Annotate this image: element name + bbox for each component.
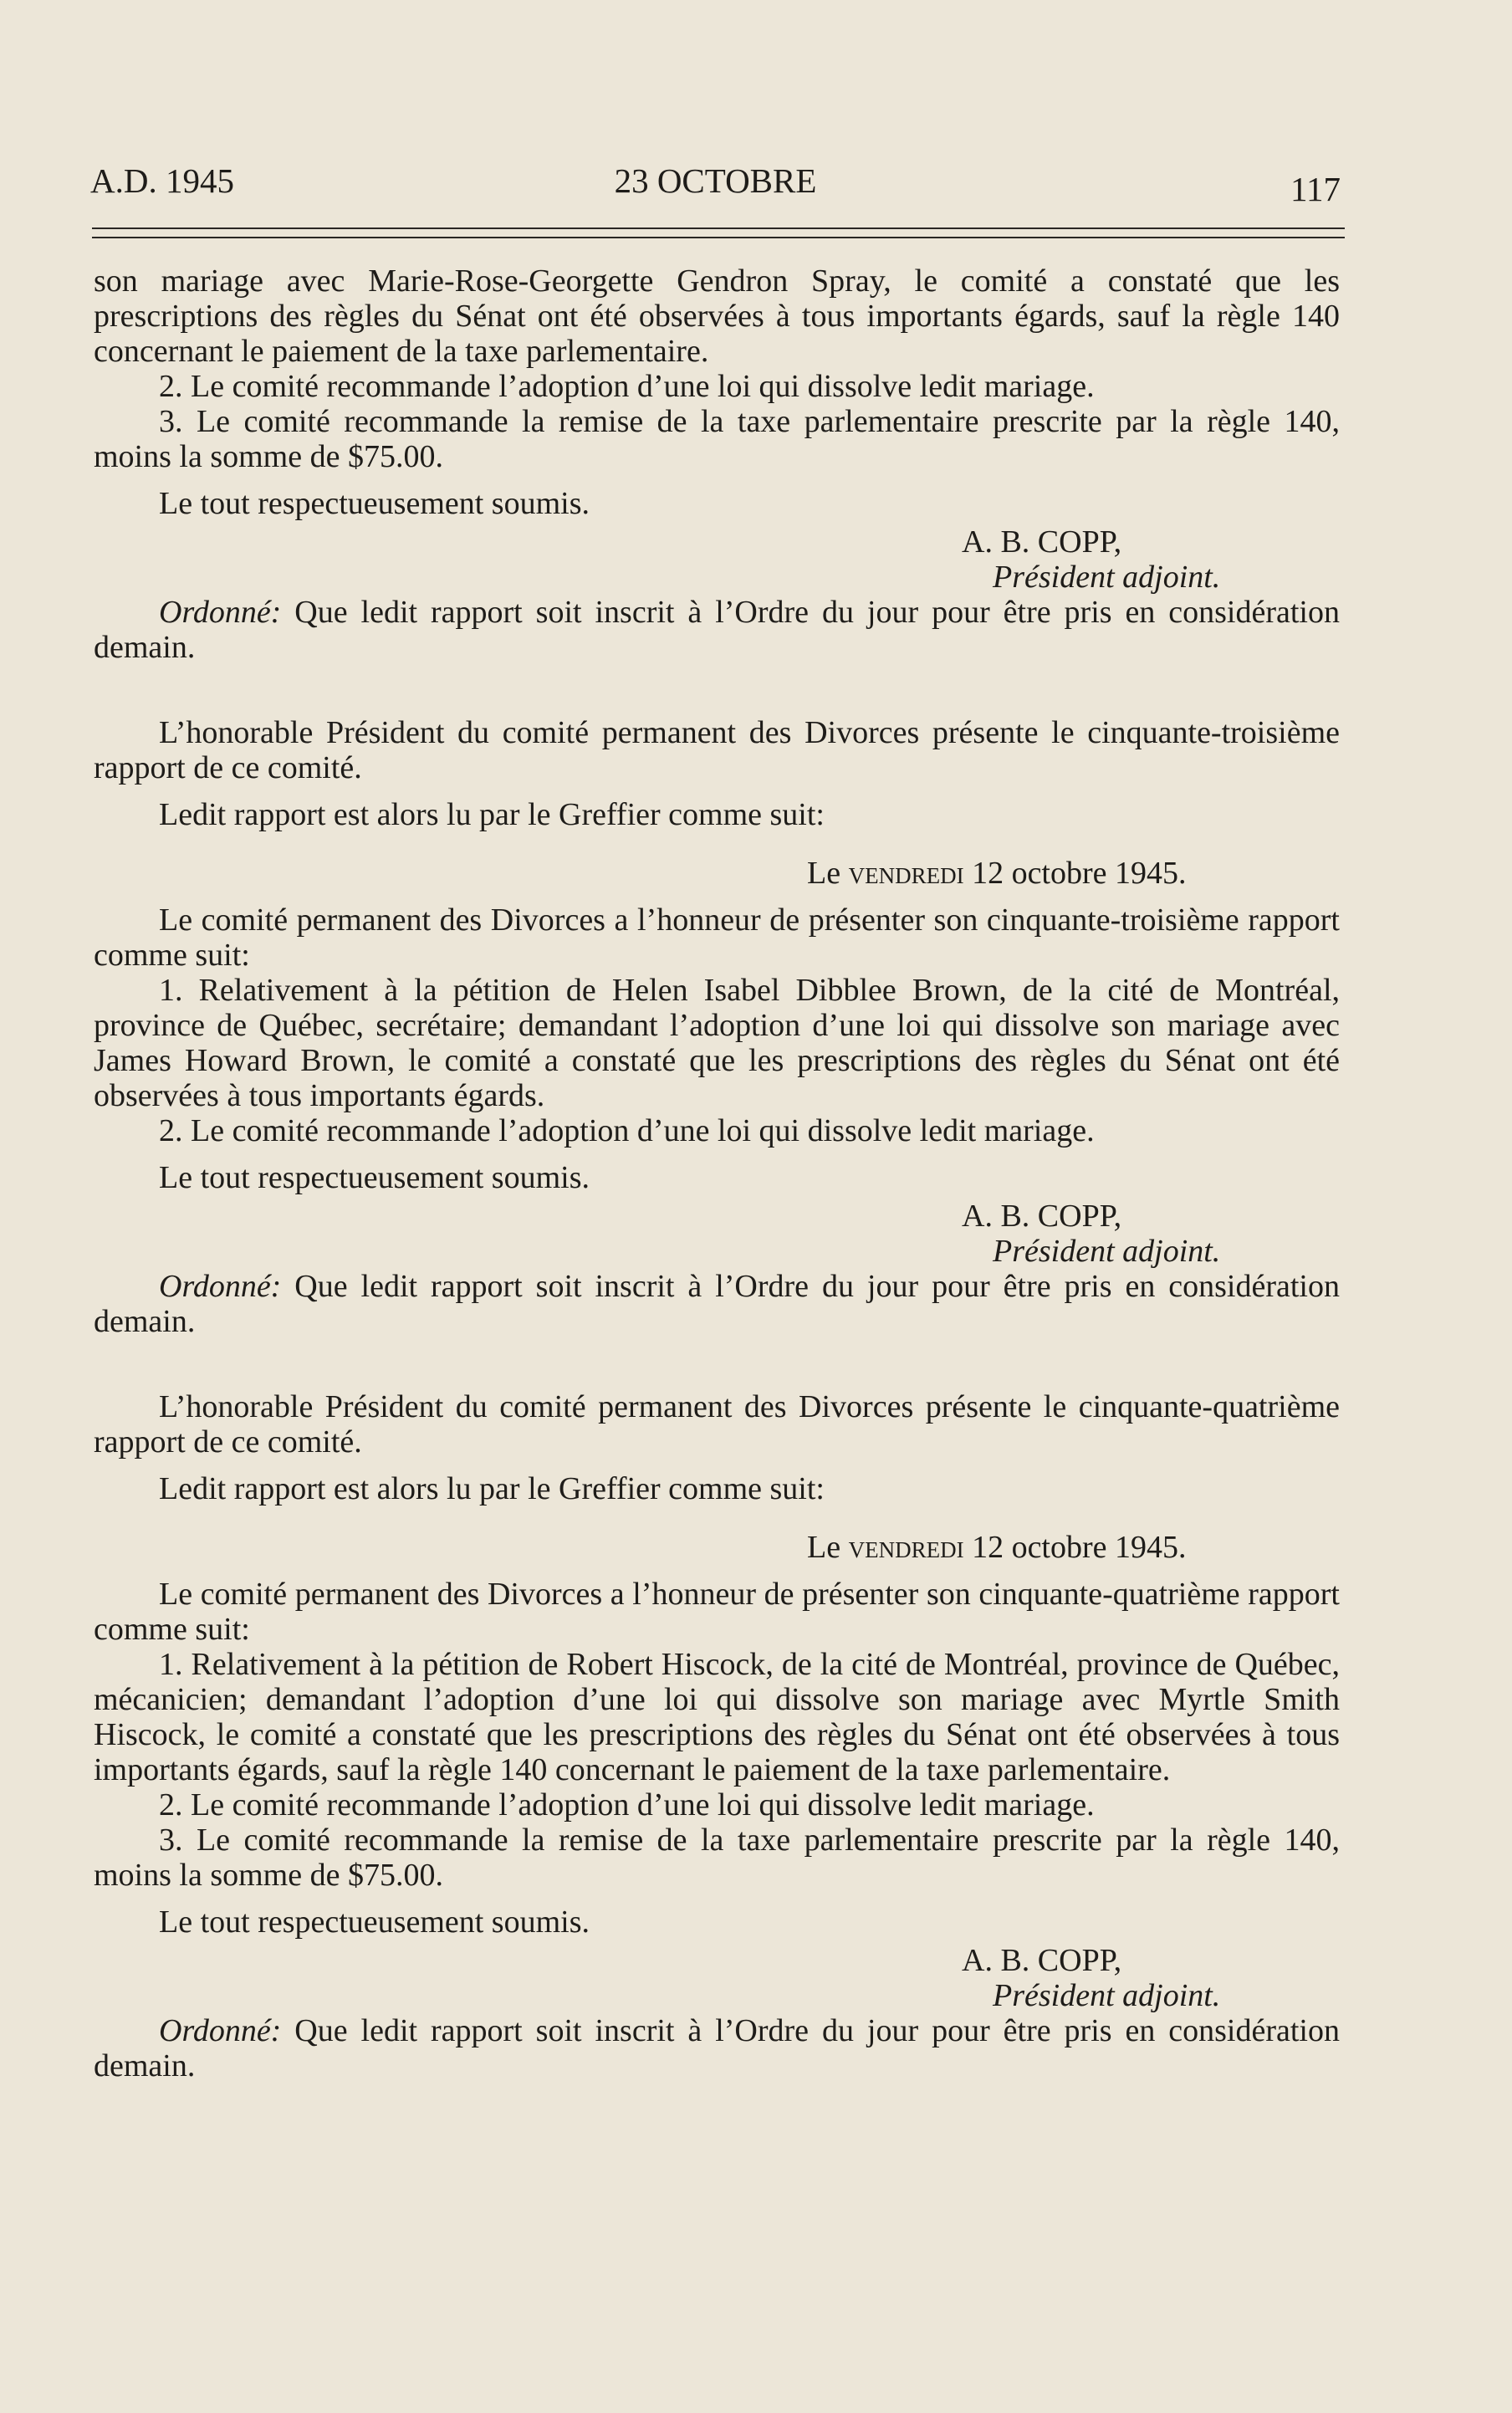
paragraph: 2. Le comité recommande l’adoption d’une loi qui dissolve ledit mariage. bbox=[159, 1113, 1095, 1148]
order-label: Ordonné: bbox=[159, 595, 282, 630]
paragraph: 3. Le comité recommande la remise de la taxe parlementaire prescrite par la règle 140, moins la somme de $75.00. bbox=[94, 1823, 1340, 1893]
signature-name: A. B. COPP, bbox=[962, 1943, 1122, 1978]
order-paragraph bbox=[94, 1269, 1340, 1339]
paragraph: Le comité permanent des Divorces a l’honneur de présenter son cinquante-troisième rapport comme suit: bbox=[94, 902, 1340, 973]
paragraph: Ledit rapport est alors lu par le Greffier comme suit: bbox=[159, 797, 825, 832]
signature-name: A. B. COPP, bbox=[962, 524, 1122, 560]
report-date: Le vendredi 12 octobre 1945. bbox=[807, 856, 1187, 891]
order-paragraph bbox=[94, 595, 1340, 665]
header-year: A.D. 1945 bbox=[90, 161, 234, 200]
order-label: Ordonné: bbox=[159, 2013, 282, 2048]
paragraph: 1. Relativement à la pétition de Robert Hiscock, de la cité de Montréal, province de Québec, mécanicien; demandant l’adoption d’une loi qui dissolve son mariage avec Myrtle Smith Hiscock, le comité a constaté que les prescriptions des règles du Sénat ont été observées à tous importants égards, sauf la règle 140 concernant le paiement de la taxe parlementaire. bbox=[94, 1647, 1340, 1787]
paragraph: 3. Le comité recommande la remise de la taxe parlementaire prescrite par la règle 140, moins la somme de $75.00. bbox=[94, 404, 1340, 474]
paragraph: 2. Le comité recommande l’adoption d’une loi qui dissolve ledit mariage. bbox=[159, 1787, 1095, 1823]
header-rule-bottom bbox=[92, 237, 1345, 238]
header-rule-top bbox=[92, 227, 1345, 229]
closing-line: Le tout respectueusement soumis. bbox=[159, 486, 590, 521]
closing-line: Le tout respectueusement soumis. bbox=[159, 1904, 590, 1940]
report-date: Le vendredi 12 octobre 1945. bbox=[807, 1530, 1187, 1565]
signature-title: Président adjoint. bbox=[993, 1234, 1221, 1269]
paragraph: L’honorable Président du comité permanent des Divorces présente le cinquante-troisième rapport de ce comité. bbox=[94, 715, 1340, 785]
order-label: Ordonné: bbox=[159, 1269, 282, 1304]
order-paragraph bbox=[94, 2013, 1340, 2083]
paragraph: Ledit rapport est alors lu par le Greffier comme suit: bbox=[159, 1471, 825, 1506]
order-text: Que ledit rapport soit inscrit à l’Ordre du jour pour être pris en considération demain. bbox=[94, 595, 1340, 665]
paragraph: 2. Le comité recommande l’adoption d’une loi qui dissolve ledit mariage. bbox=[159, 369, 1095, 404]
header-date: 23 OCTOBRE bbox=[614, 161, 817, 200]
page-header bbox=[90, 161, 1341, 211]
order-text: Que ledit rapport soit inscrit à l’Ordre du jour pour être pris en considération demain. bbox=[94, 1269, 1340, 1339]
document-body bbox=[94, 263, 1340, 2083]
paragraph: 1. Relativement à la pétition de Helen Isabel Dibblee Brown, de la cité de Montréal, province de Québec, secrétaire; demandant l’adoption d’une loi qui dissolve son mariage avec James Howard Brown, le comité a constaté que les prescriptions des règles du Sénat ont été observées à tous importants égards. bbox=[94, 973, 1340, 1113]
closing-line: Le tout respectueusement soumis. bbox=[159, 1160, 590, 1195]
signature-title: Président adjoint. bbox=[993, 560, 1221, 595]
signature-name: A. B. COPP, bbox=[962, 1199, 1122, 1234]
paragraph: son mariage avec Marie-Rose-Georgette Gendron Spray, le comité a constaté que les prescriptions des règles du Sénat ont été observées à tous importants égards, sauf la règle 140 concernant le paiement de la taxe parlementaire. bbox=[94, 263, 1340, 369]
order-text: Que ledit rapport soit inscrit à l’Ordre du jour pour être pris en considération demain. bbox=[94, 2013, 1340, 2083]
signature-title: Président adjoint. bbox=[993, 1978, 1221, 2013]
paragraph: Le comité permanent des Divorces a l’honneur de présenter son cinquante-quatrième rapport comme suit: bbox=[94, 1577, 1340, 1647]
paragraph: L’honorable Président du comité permanent des Divorces présente le cinquante-quatrième rapport de ce comité. bbox=[94, 1389, 1340, 1460]
page-number: 117 bbox=[1290, 170, 1341, 208]
